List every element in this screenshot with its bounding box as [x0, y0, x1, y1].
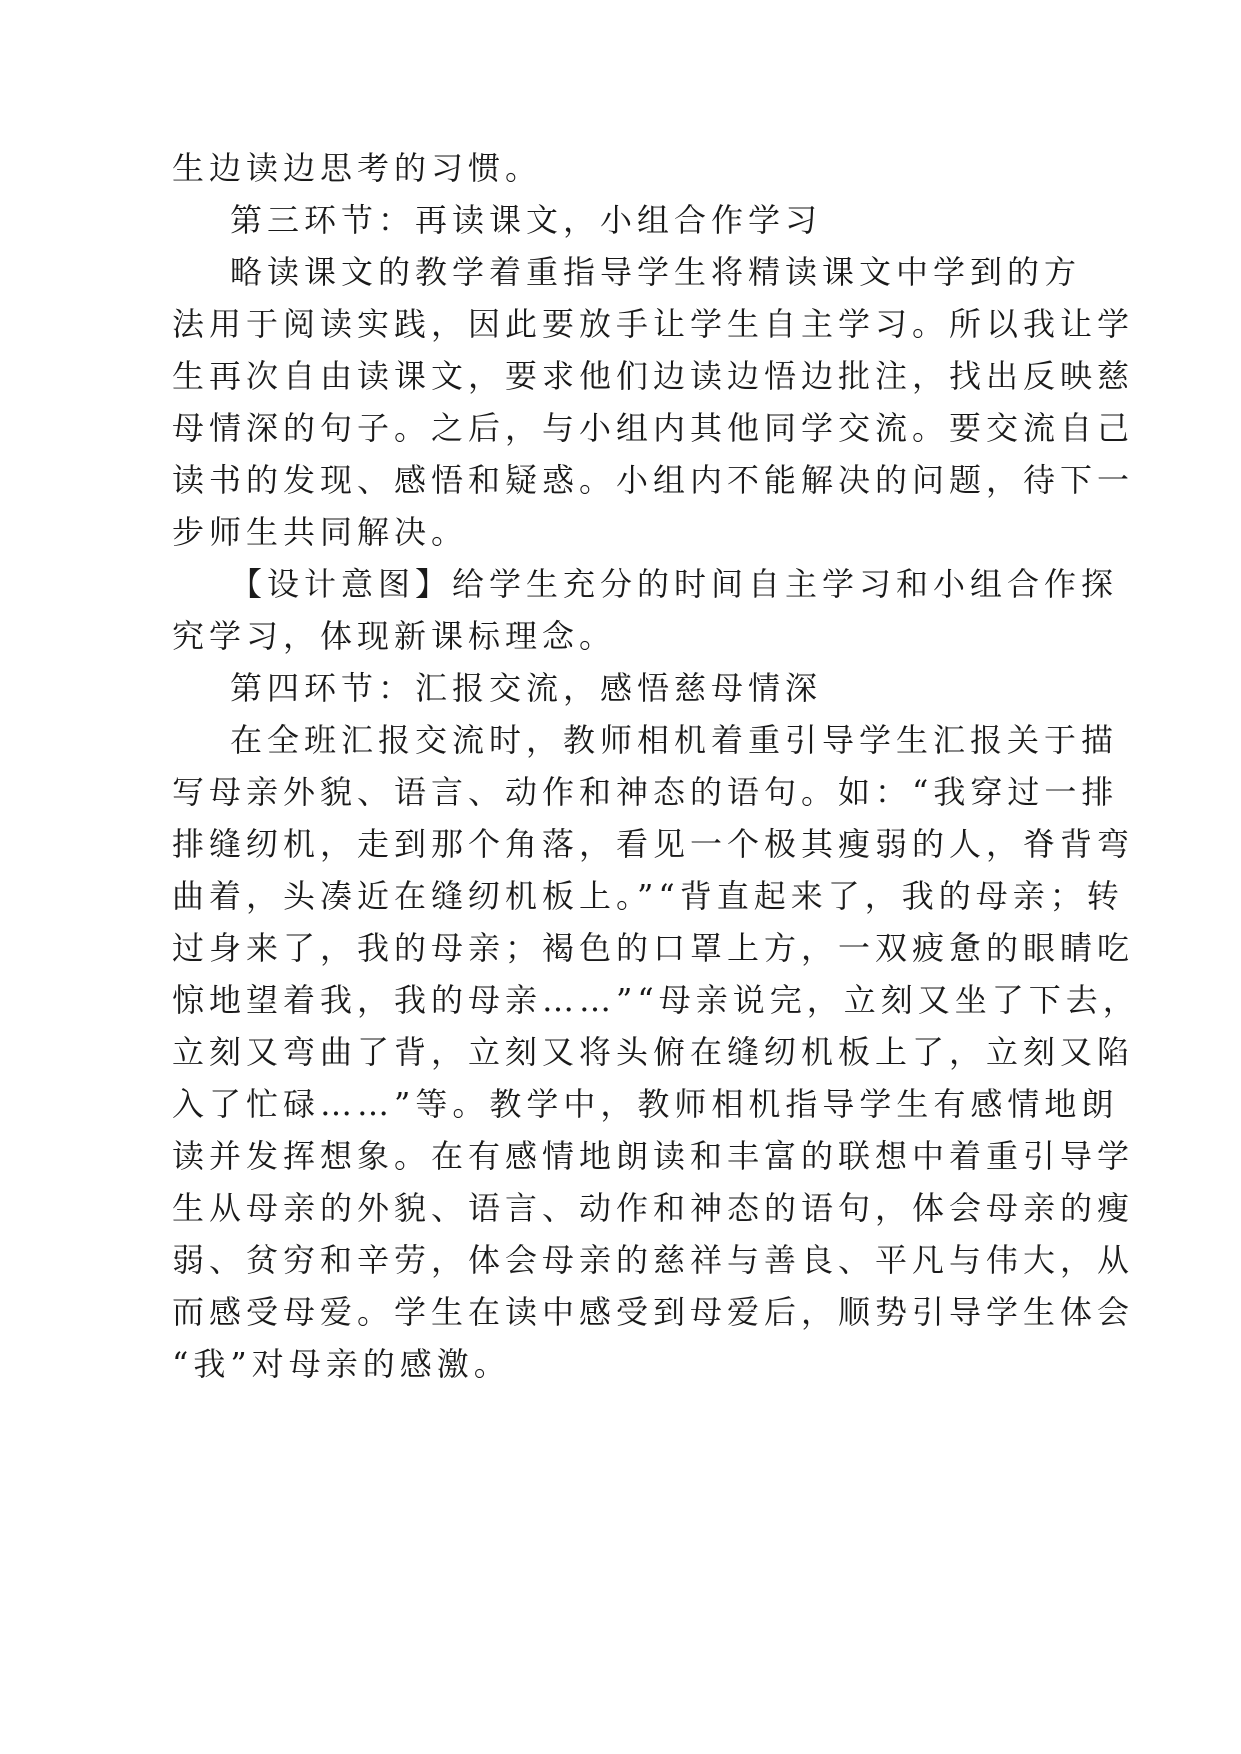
text-line: 写母亲外貌、语言、动作和神态的语句。如：“我穿过一排 [172, 773, 1119, 811]
text-line: 惊地望着我，我的母亲……”“母亲说完，立刻又坐了下去， [172, 981, 1140, 1019]
text-line: 而感受母爱。学生在读中感受到母爱后，顺势引导学生体会 [172, 1293, 1135, 1331]
text-line: 究学习，体现新课标理念。 [172, 617, 617, 655]
text-line: 弱、贫穷和辛劳，体会母亲的慈祥与善良、平凡与伟大，从 [172, 1241, 1135, 1279]
section-heading: 第三环节：再读课文，小组合作学习 [230, 201, 823, 239]
text-line: 过身来了，我的母亲；褐色的口罩上方，一双疲惫的眼睛吃 [172, 929, 1135, 967]
text-line: 排缝纫机，走到那个角落，看见一个极其瘦弱的人，脊背弯 [172, 825, 1135, 863]
text-line: 入了忙碌……”等。教学中，教师相机指导学生有感情地朗 [172, 1085, 1119, 1123]
text-line: 曲着，头凑近在缝纫机板上。”“背直起来了，我的母亲；转 [172, 877, 1124, 915]
text-line: 读并发挥想象。在有感情地朗读和丰富的联想中着重引导学 [172, 1137, 1135, 1175]
text-line: 法用于阅读实践，因此要放手让学生自主学习。所以我让学 [172, 305, 1135, 343]
text-line: 读书的发现、感悟和疑惑。小组内不能解决的问题，待下一 [172, 461, 1135, 499]
text-line: 生再次自由读课文，要求他们边读边悟边批注，找出反映慈 [172, 357, 1135, 395]
text-line: 母情深的句子。之后，与小组内其他同学交流。要交流自己 [172, 409, 1135, 447]
text-line: 立刻又弯曲了背，立刻又将头俯在缝纫机板上了，立刻又陷 [172, 1033, 1135, 1071]
section-heading: 第四环节：汇报交流，感悟慈母情深 [230, 669, 823, 707]
design-intent-line: 【设计意图】给学生充分的时间自主学习和小组合作探 [230, 565, 1119, 603]
text-line: “我”对母亲的感激。 [172, 1345, 511, 1383]
text-line: 生边读边思考的习惯。 [172, 149, 543, 187]
text-line: 在全班汇报交流时，教师相机着重引导学生汇报关于描 [230, 721, 1119, 759]
text-line: 生从母亲的外貌、语言、动作和神态的语句，体会母亲的瘦 [172, 1189, 1135, 1227]
text-line: 步师生共同解决。 [172, 513, 469, 551]
text-line: 略读课文的教学着重指导学生将精读课文中学到的方 [230, 253, 1082, 291]
